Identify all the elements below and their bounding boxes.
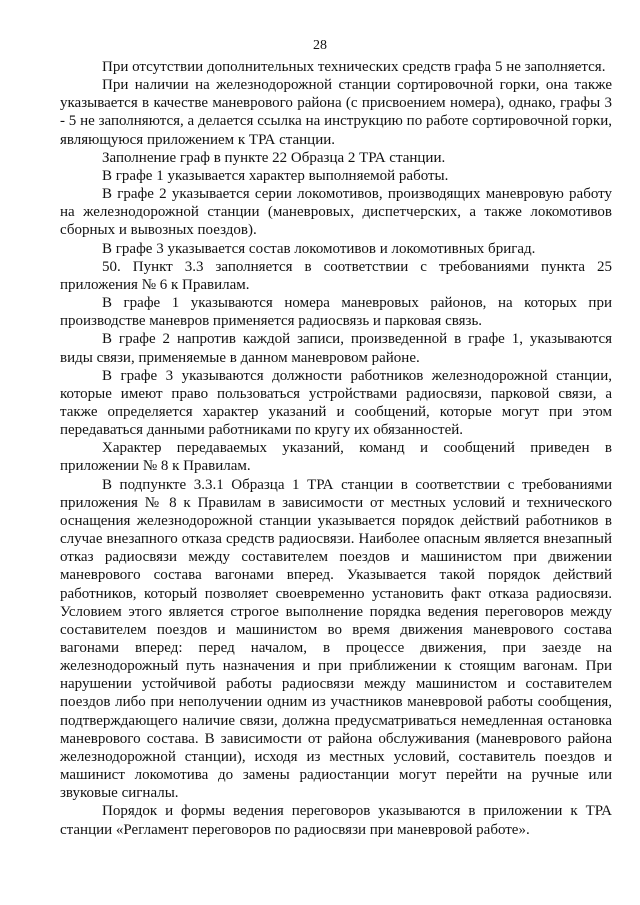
paragraph: Порядок и формы ведения переговоров указываются в приложении к ТРА станции «Регламент переговоров по радиосвязи при маневровой работе».	[60, 803, 612, 838]
paragraph: В графе 1 указываются номера маневровых районов, на которых при производстве маневров применяется радиосвязь и парковая связь.	[60, 295, 612, 330]
paragraph: В графе 3 указывается состав локомотивов и локомотивных бригад.	[102, 240, 536, 257]
paragraph: Заполнение граф в пункте 22 Образца 2 ТРА станции.	[102, 149, 446, 166]
paragraph: При наличии на железнодорожной станции сортировочной горки, она также указывается в качестве маневрового района (с присвоением номера), однако, графы 3 - 5 не заполняются, а делается ссылка на инструкцию по работе сортировочной горки, являющуюся приложением к ТРА станции.	[60, 77, 612, 148]
paragraph: В графе 2 напротив каждой записи, произведенной в графе 1, указываются виды связи, применяемые в данном маневровом районе.	[60, 331, 612, 366]
paragraph: В графе 3 указываются должности работников железнодорожной станции, которые имеют право пользоваться устройствами радиосвязи, парковой связи, а также определяется характер указаний и сообщений, которые могут при этом передаваться данными работниками по кругу их обязанностей.	[60, 367, 612, 439]
body-text	[60, 58, 612, 839]
paragraph: В графе 2 указывается серии локомотивов, производящих маневровую работу на железнодорожной станции (маневровых, диспетчерских, а также локомотивов сборных и вывозных поездов).	[60, 186, 612, 239]
paragraph: В графе 1 указывается характер выполняемой работы.	[102, 167, 449, 184]
page-number: 28	[313, 38, 327, 53]
paragraph: При отсутствии дополнительных технических средств графа 5 не заполняется.	[102, 59, 606, 75]
paragraph: Характер передаваемых указаний, команд и сообщений приведен в приложении № 8 к Правилам.	[60, 440, 612, 475]
paragraph: 50. Пункт 3.3 заполняется в соответствии с требованиями пункта 25 приложения № 6 к Правилам.	[60, 258, 612, 293]
paragraph: В подпункте 3.3.1 Образца 1 ТРА станции в соответствии с требованиями приложения № 8 к Правилам в зависимости от местных условий и технического оснащения железнодорожной станции указывается порядок действий работников в случае внезапного отказа средств радиосвязи. Наиболее опасным является внезапный отказ радиосвязи между составителем поездов и машинистом при движении маневрового состава вагонами вперед. Указывается такой порядок действий работников, который позволяет своевременно установить факт отказа радиосвязи. Условием этого является строгое выполнение порядка ведения переговоров между составителем поездов и машинистом во время движения маневрового состава вагонами вперед: перед началом, в процессе движения, при заезде на железнодорожный путь назначения и при приближении к стоящим вагонам. При нарушении устойчивой работы радиосвязи между машинистом и составителем поездов либо при неполучении одним из участников маневровой работы сообщения, подтверждающего наличие связи, должна предусматриваться немедленная остановка маневрового состава. В зависимости от района обслуживания (маневрового района железнодорожной станции), исходя из местных условий, составитель поездов и машинист локомотива до замены радиостанции могут перейти на ручные или звуковые сигналы.	[60, 476, 612, 802]
